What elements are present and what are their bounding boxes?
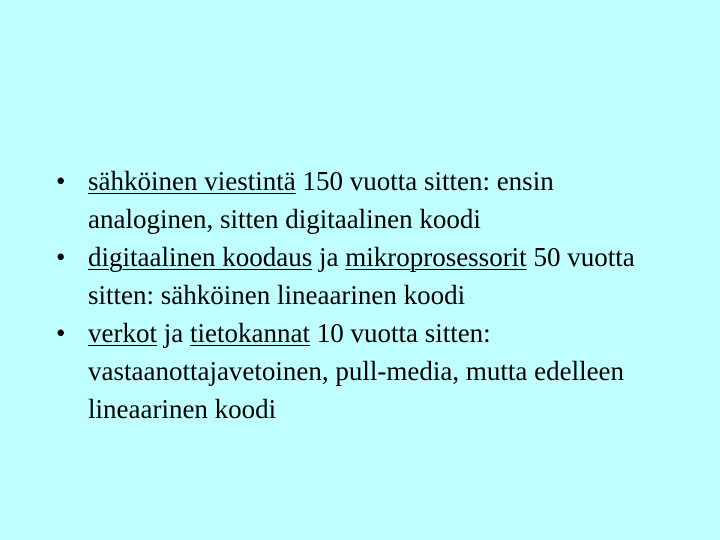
bullet-dot-icon: • [56,318,66,348]
bullet-joiner: ja [156,318,190,348]
bullet-text: 150 vuotta sitten: ensin analoginen, sitten digitaalinen koodi [88,166,554,234]
bullet-item-1 [56,162,676,238]
bullet-item-3 [56,314,676,428]
term-mikroprosessorit: mikroprosessorit [345,242,527,272]
term-sahkoinen-viestinta: sähköinen viestintä [88,166,296,196]
bullet-item-2 [56,238,676,314]
bullet-text: 50 vuotta sitten: sähköinen lineaarinen koodi [88,242,635,310]
bullet-list [56,162,676,428]
bullet-dot-icon: • [56,166,66,196]
bullet-dot-icon: • [56,242,66,272]
slide-body [56,162,676,428]
bullet-joiner: ja [312,242,346,272]
bullet-text: 10 vuotta sitten: vastaanottajavetoinen, pull-media, mutta edelleen lineaarinen koodi [88,318,625,424]
term-digitaalinen-koodaus: digitaalinen koodaus [88,242,313,272]
term-verkot: verkot [88,318,157,348]
term-tietokannat: tietokannat [189,318,310,348]
